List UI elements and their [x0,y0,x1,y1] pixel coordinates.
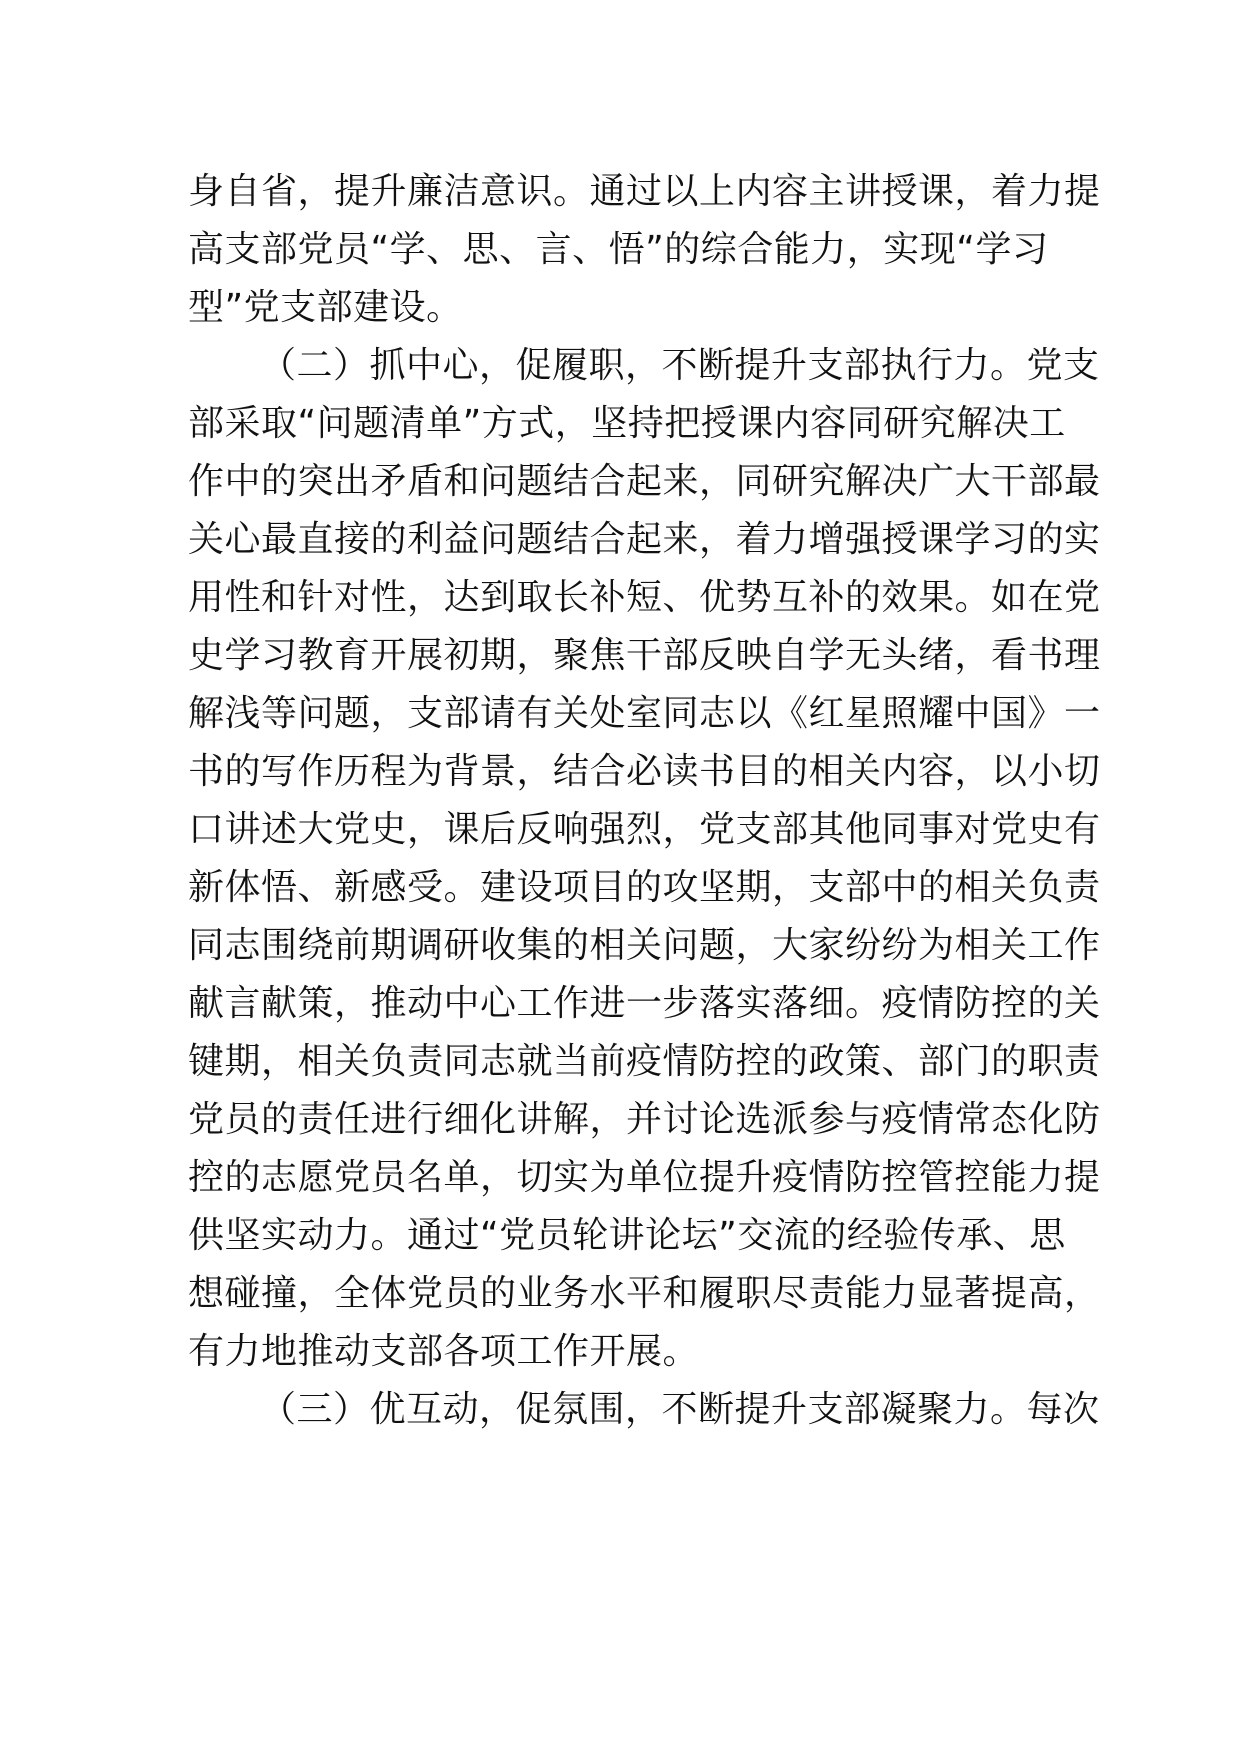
text-line-12: 口讲述大党史，课后反响强烈，党支部其他同事对党史有 [188,809,1101,850]
text-line-16: 键期，相关负责同志就当前疫情防控的政策、部门的职责 [188,1041,1101,1082]
text-line-19: 供坚实动力。通过“党员轮讲论坛”交流的经验传承、思 [188,1215,1066,1256]
text-line-8: 用性和针对性，达到取长补短、优势互补的效果。如在党 [188,577,1101,618]
paragraph-heading-3: （三）优互动，促氛围，不断提升支部凝聚力。每次 [260,1389,1100,1430]
text-line-17: 党员的责任进行细化讲解，并讨论选派参与疫情常态化防 [188,1099,1101,1140]
text-line-11: 书的写作历程为背景，结合必读书目的相关内容，以小切 [188,751,1101,792]
text-line-20: 想碰撞，全体党员的业务水平和履职尽责能力显著提高， [188,1273,1101,1314]
text-line-15: 献言献策，推动中心工作进一步落实落细。疫情防控的关 [188,983,1101,1024]
text-line-9: 史学习教育开展初期，聚焦干部反映自学无头绪，看书理 [188,635,1101,676]
text-line-7: 关心最直接的利益问题结合起来，着力增强授课学习的实 [188,519,1101,560]
text-line-18: 控的志愿党员名单，切实为单位提升疫情防控管控能力提 [188,1157,1101,1198]
text-line-3: 型”党支部建设。 [188,287,463,328]
text-line-2: 高支部党员“学、思、言、悟”的综合能力，实现“学习 [188,229,1049,270]
text-line-13: 新体悟、新感受。建设项目的攻坚期，支部中的相关负责 [188,867,1101,908]
text-line-21: 有力地推动支部各项工作开展。 [188,1331,700,1372]
text-line-1: 身自省，提升廉洁意识。通过以上内容主讲授课，着力提 [188,171,1101,212]
text-line-14: 同志围绕前期调研收集的相关问题，大家纷纷为相关工作 [188,925,1101,966]
text-line-5: 部采取“问题清单”方式，坚持把授课内容同研究解决工 [188,403,1066,444]
text-line-6: 作中的突出矛盾和问题结合起来，同研究解决广大干部最 [188,461,1101,502]
text-line-10: 解浅等问题，支部请有关处室同志以《红星照耀中国》一 [188,693,1101,734]
paragraph-heading-2: （二）抓中心，促履职，不断提升支部执行力。党支 [260,345,1100,386]
